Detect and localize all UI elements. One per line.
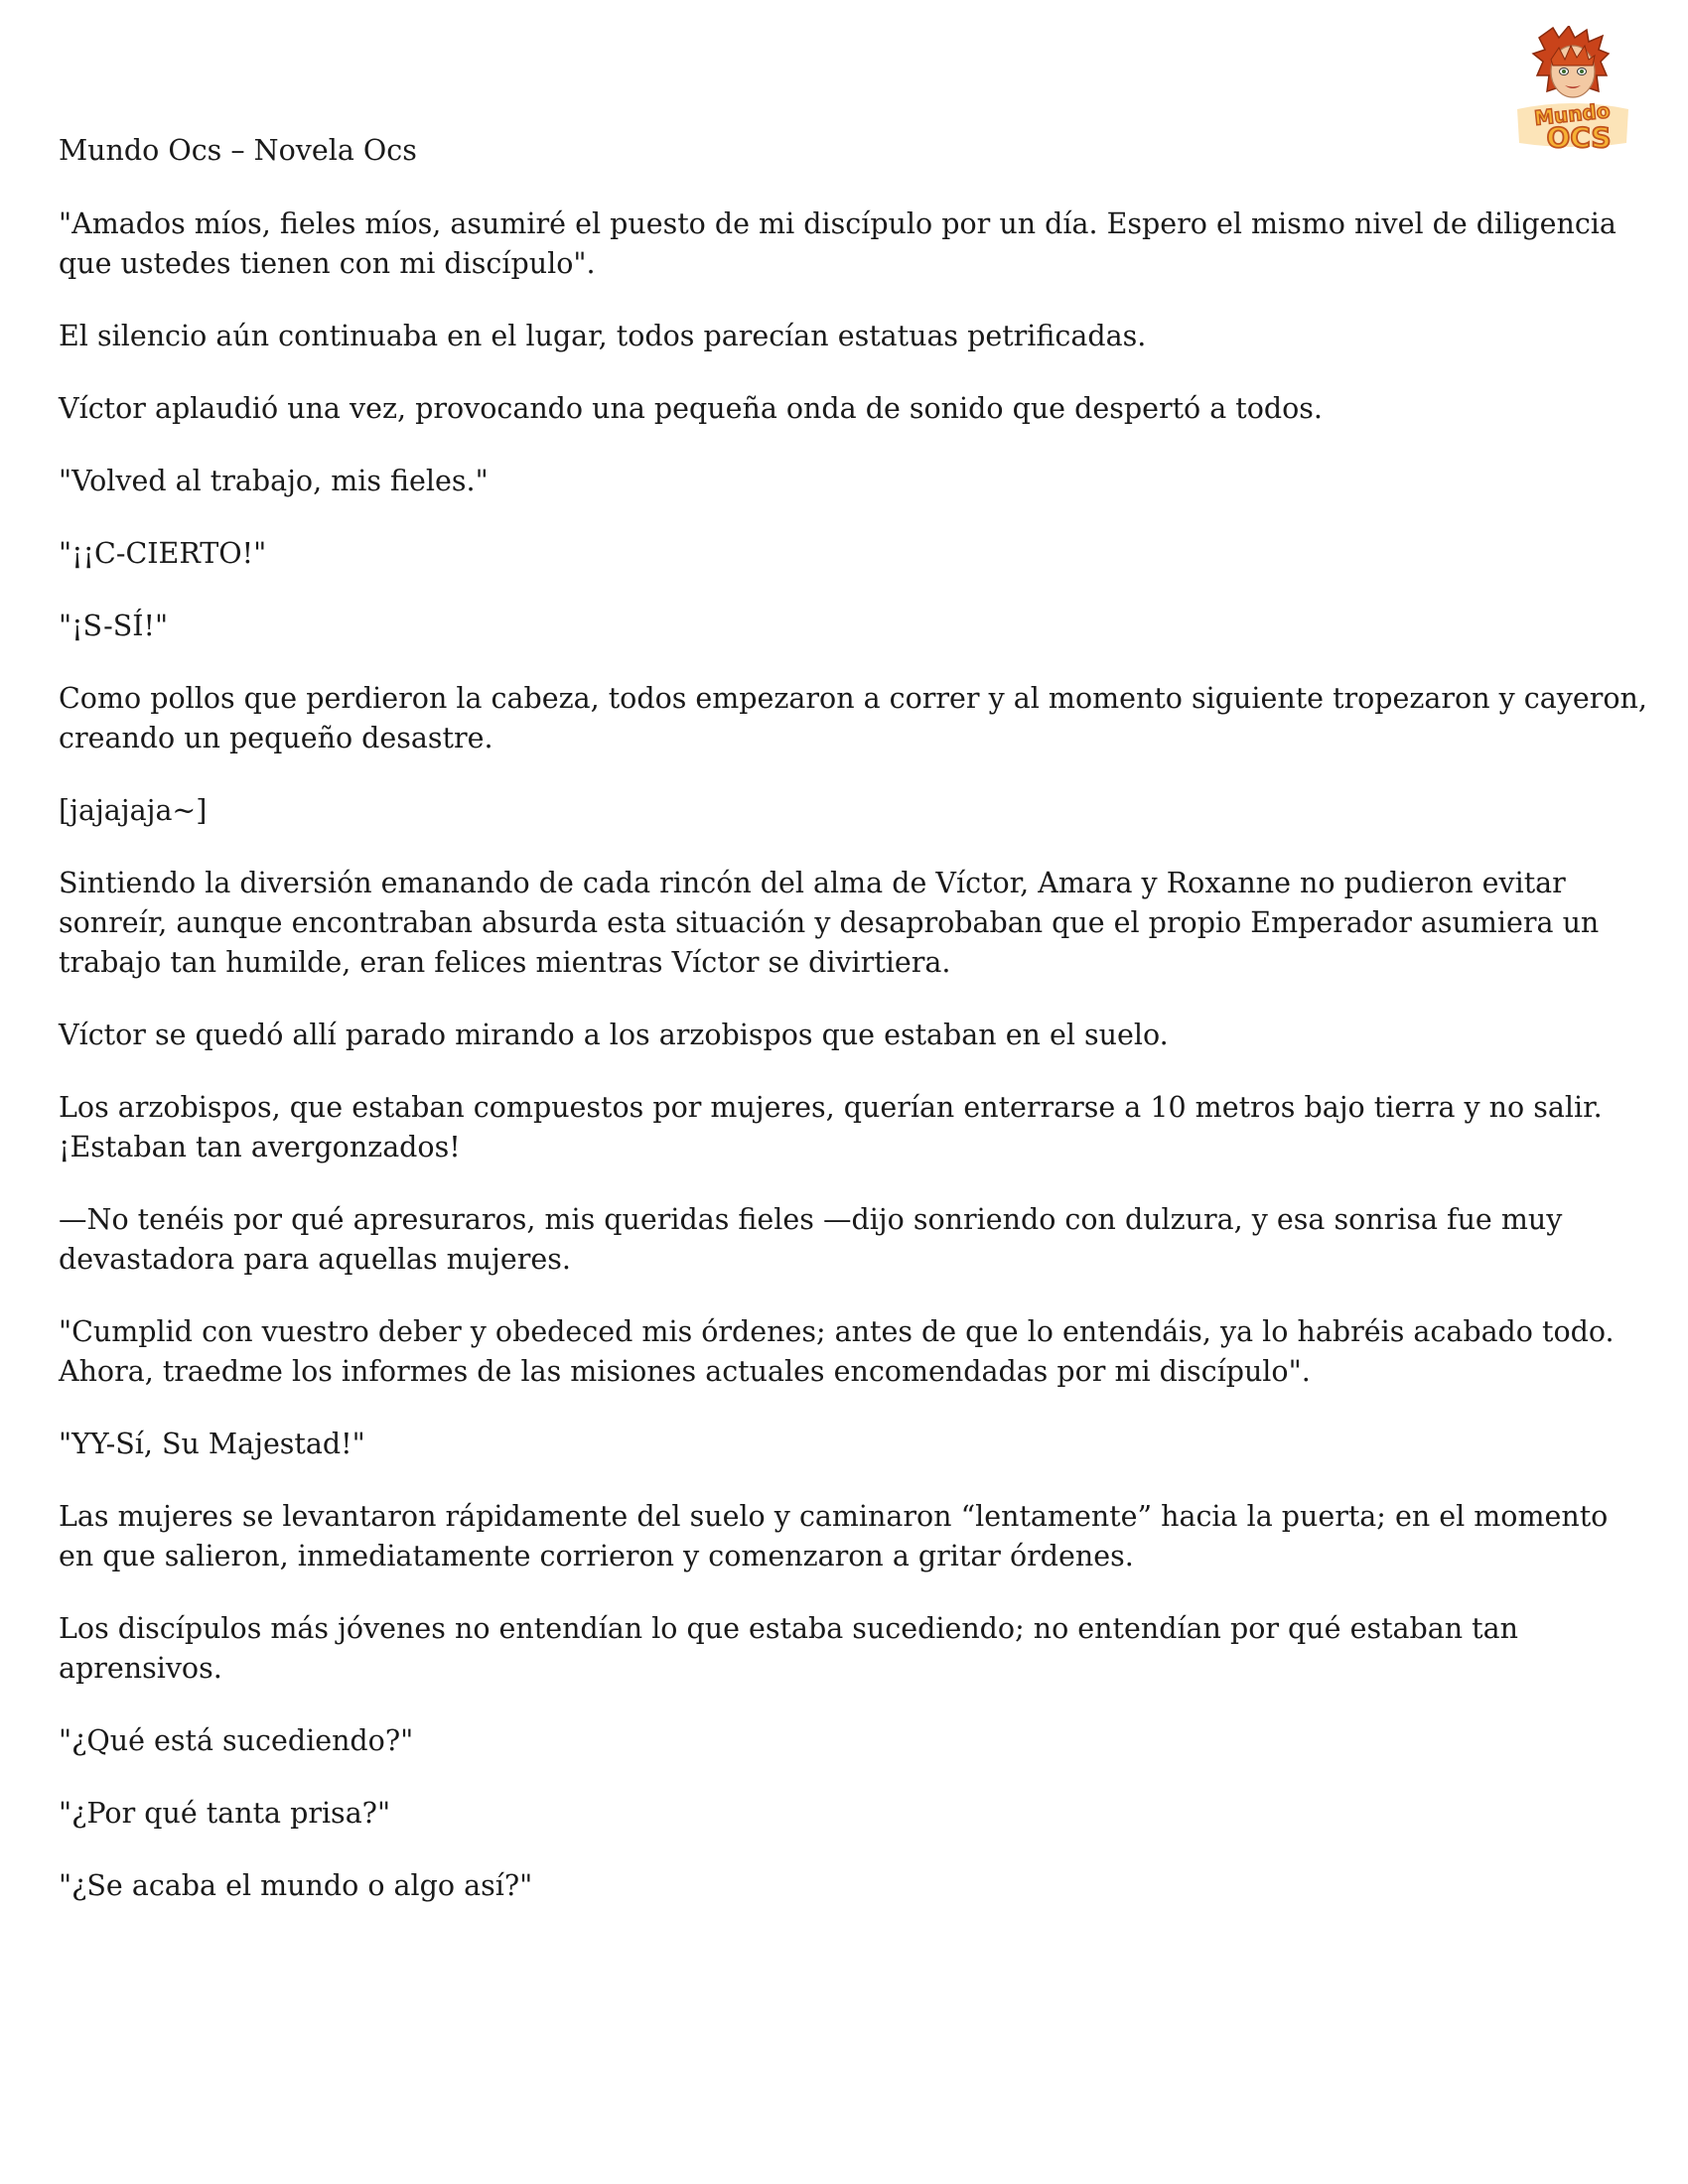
paragraph: Las mujeres se levantaron rápidamente del suelo y caminaron “lentamente” hacia la puerta; en el momento en que salieron, inmediatamente corrieron y comenzaron a gritar órdenes.: [59, 1500, 1609, 1572]
paragraph: "¡S-SÍ!": [59, 610, 169, 642]
svg-text:OCS: OCS: [1546, 121, 1612, 154]
page-header: Mundo Ocs – Novela Ocs: [59, 134, 417, 167]
svg-text:Mundo: Mundo: [1533, 98, 1612, 130]
paragraph: "Cumplid con vuestro deber y obedeced mis órdenes; antes de que lo entendáis, ya lo habréis acabado todo. Ahora, traedme los informes de las misiones actuales encomendadas por mi discípulo".: [59, 1315, 1615, 1388]
paragraph: "¿Por qué tanta prisa?": [59, 1797, 391, 1830]
paragraph: "¿Se acaba el mundo o algo así?": [59, 1869, 533, 1902]
paragraph: Víctor aplaudió una vez, provocando una pequeña onda de sonido que despertó a todos.: [59, 392, 1323, 425]
paragraph: Los arzobispos, que estaban compuestos por mujeres, querían enterrarse a 10 metros bajo tierra y no salir. ¡Estaban tan avergonzados!: [59, 1091, 1603, 1163]
paragraph: El silencio aún continuaba en el lugar, todos parecían estatuas petrificadas.: [59, 320, 1147, 352]
paragraph: "Volved al trabajo, mis fieles.": [59, 465, 489, 497]
mundo-ocs-logo-icon: [1509, 26, 1636, 155]
paragraph: Como pollos que perdieron la cabeza, todos empezaron a correr y al momento siguiente tropezaron y cayeron, creando un pequeño desastre.: [59, 682, 1647, 754]
paragraph: Víctor se quedó allí parado mirando a los arzobispos que estaban en el suelo.: [59, 1019, 1169, 1051]
novel-text: [59, 205, 1647, 1939]
paragraph: Los discípulos más jóvenes no entendían lo que estaba sucediendo; no entendían por qué estaban tan aprensivos.: [59, 1612, 1518, 1685]
paragraph: "Amados míos, fieles míos, asumiré el puesto de mi discípulo por un día. Espero el mismo nivel de diligencia que ustedes tienen con mi discípulo".: [59, 207, 1617, 280]
paragraph: Sintiendo la diversión emanando de cada rincón del alma de Víctor, Amara y Roxanne no pudieron evitar sonreír, aunque encontraban absurda esta situación y desaprobaban que el propio Emperador asumiera un trabajo tan humilde, eran felices mientras Víctor se divirtiera.: [59, 867, 1600, 979]
paragraph: "¡¡C-CIERTO!": [59, 537, 267, 570]
paragraph: "¿Qué está sucediendo?": [59, 1724, 414, 1757]
paragraph: [jajajaja~]: [59, 794, 208, 827]
paragraph: —No tenéis por qué apresuraros, mis queridas fieles —dijo sonriendo con dulzura, y esa sonrisa fue muy devastadora para aquellas mujeres.: [59, 1203, 1563, 1276]
paragraph: "YY-Sí, Su Majestad!": [59, 1428, 365, 1460]
